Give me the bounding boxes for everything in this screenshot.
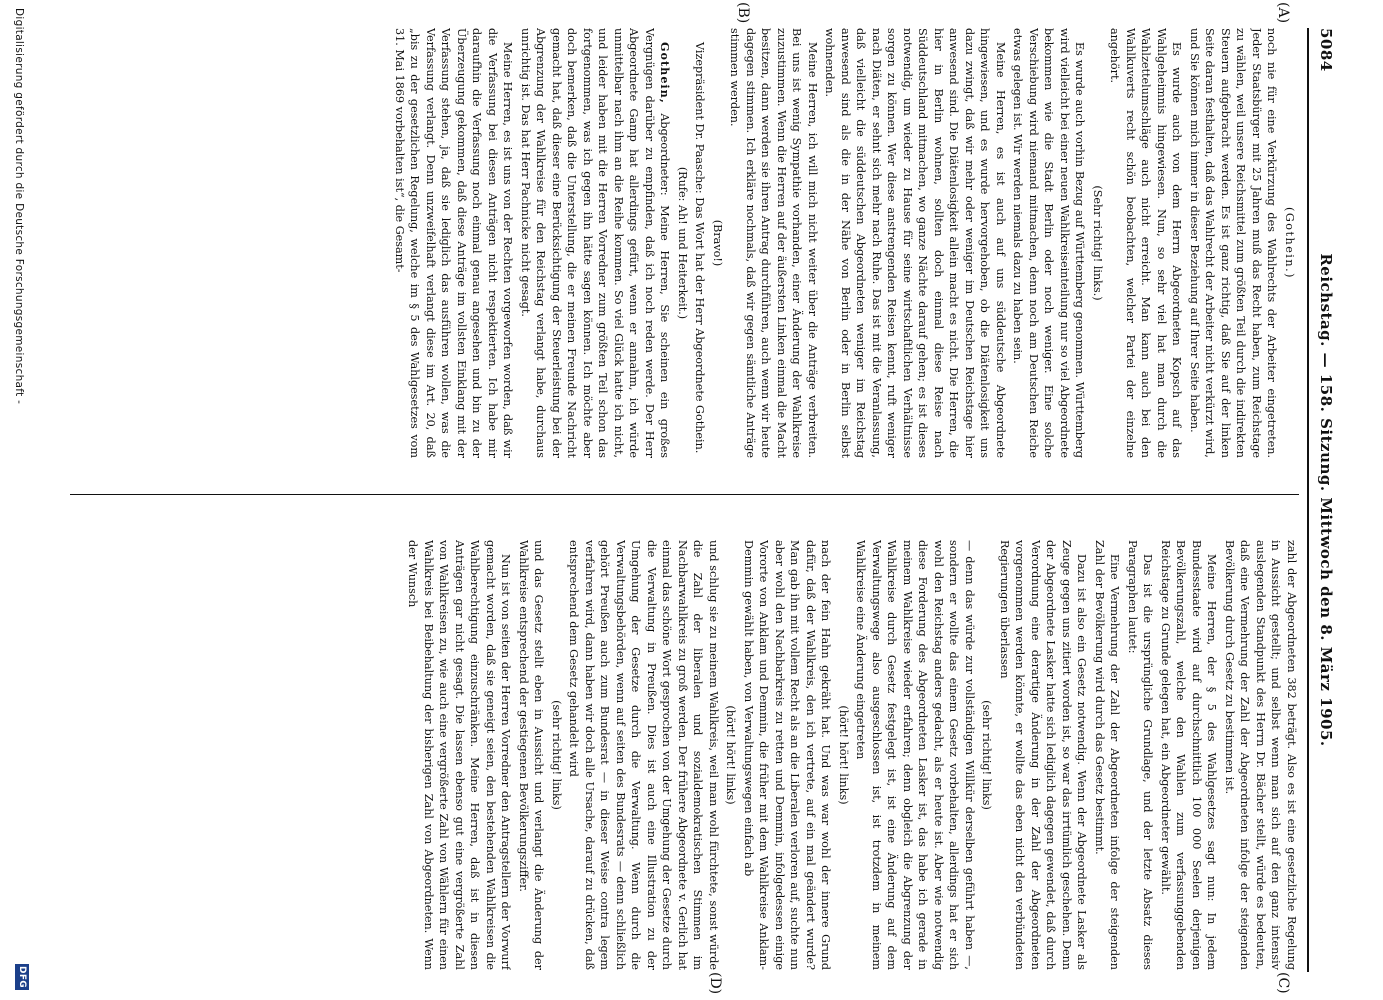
paragraph: noch nie für eine Verkürzung des Wahlrechts der Arbeiter eingetreten. Jeder Staatsbürger mit 25 Jahren muß das Recht haben, zum Reichstage zu wählen, weil unsere Reichsmittel zum größten Teil durch die indirekten Steuern aufgebracht werden. Es ist ganz richtig, daß Sie auf der linken Seite daran festhalten, daß das Wahlrecht der Arbeiter nicht verkürzt wird, und Sie können mich immer in dieser Beziehung auf Ihrer Seite haben. (1188, 28, 1279, 458)
margin-marker-d: (D) (707, 972, 723, 995)
footer (7, 0, 33, 1000)
interjection: (hört! hört! links) (724, 705, 738, 805)
paragraph: Meine Herren, es ist uns von der Rechten vorgeworfen worden, daß wir die Verfassung bei diesen Anträgen nicht respektierten. Ich habe mir daraufhin die Verfassung noch einmal genau angesehen und bin zu der Überzeugung gekommen, daß diese Anträge im vollsten Einklang mit der Verfassung stehen, ja, daß sie lediglich das ausführen wollen, was die Verfassung verlangt. Denn unzweifelhaft verlangt diese im Art. 20, daß „bis zu der gesetzlichen Regelung, welche im § 5 des Wahlgesetzes vom 31. Mai 1869 vorbehalten ist“, die Gesamt- (393, 28, 515, 458)
interjection: (Bravo!) (711, 219, 724, 267)
paragraph: und das Gesetz stellt eben in Aussicht und verlangt die Änderung der Wahlkreise entsprechend der gestiegenen Bevölkerungsziffer. (517, 540, 546, 970)
speaker-name: Gothein, (658, 42, 673, 104)
paragraph: Nun ist von seiten der Herren Vorredner den Antragstellern der Vorwurf gemacht worden, daß sie geneigt seien, den bestehenden Wahlkreisen die Wahlberechtigung einzuschränken. Meine Herren, daß ist in diesen Anträgen gar nicht gesagt. Die lassen ebenso gut eine vergrößerte Zahl von Wahlkreisen zu, wie auch eine vergrößerte Zahl von Wählern für einen Wahlkreis bei Beibehaltung der bisherigen Zahl von Abgeordneten. Wenn der Wunsch (406, 540, 513, 970)
paragraph: zahl der Abgeordneten 382 beträgt. Also es ist eine gesetzliche Regelung in Aussicht gestellt; und selbst wenn man sich auf den ganz intensiv auslegenden Standpunkt des Herrn Dr. Bächer stellt, würde es bedeuten, daß eine Vermehrung der Zahl der Abgeordneten infolge der steigenden Bevölkerung durch Gesetz zu bestimmen ist. (1223, 540, 1298, 970)
paragraph: Meine Herren, ich will mich nicht weiter über die Anträge verbreiten. Bei uns ist wenig Sympathie vorhanden, einer Änderung der Wahlkreise zuzustimmen. Wenn die Herren auf der äußersten Linken einmal die Macht besitzen, dann werden sie ihren Antrag durchführen, auch wenn wir heute dagegen stimmen. Ich erkläre nochmals, daß wir gegen sämtliche Anträge stimmen werden. (728, 28, 819, 458)
paragraph: Das ist die ursprüngliche Grundlage, und der letzte Absatz dieses Paragraphen lautet: (1126, 540, 1155, 970)
page-title: Reichstag. — 158. Sitzung. Mittwoch den 8. März 1905. (1317, 253, 1335, 747)
paragraph: — denn das würde zur vollständigen Willkür derselben geführt haben —, sondern er wollte das einem Gesetz vorbehalten, allerdings hat er sich wohl den Reichstag anders gedacht, als er heute ist. Aber wie notwendig diese Forderung des Abgeordneten Lasker ist, das habe ich gerade in meinem Wahlkreise wieder erfahren; denn obgleich die Abgrenzung der Wahlkreise durch Gesetz festgelegt ist, ist eine Änderung auf dem Verwaltungswege also ausgeschlossen ist, ist trotzdem in meinem Wahlkreise eine Änderung eingetreten (854, 540, 976, 970)
right-column (70, 540, 1299, 970)
dfg-logo: DFG (15, 964, 29, 990)
paragraph: Meine Herren, es ist auch auf uns süddeutsche Abgeordnete hingewiesen, und es wurde hervorgehoben, ob die Diätenlosigkeit uns dazu zwingt, daß wir mehr oder weniger im Deutschen Reichstage hier anwesend sind. Die Diätenlosigkeit allein macht es nicht. Die Herren, die hier in Berlin wohnen, sollten doch einmal diese Reise nach Süddeutschland mitmachen, wo ganze Nächte darauf gehen; es ist dieses notwendig, um wieder zu Hause für seine wirtschaftlichen Verhältnisse sorgen zu können. Wer diese anstrengenden Reisen kennt, ruft weniger nach Diäten, er sehnt sich mehr nach Ruhe. Das ist mit die Veranlassung, daß vielleicht die süddeutschen Abgeordneten weniger im Reichstag anwesend sind als die in der Nähe von Berlin oder in Berlin selbst wohnenden. (823, 28, 1007, 458)
paragraph: nach der fein Hahn gekräht hat. Und was war wohl der innere Grund dafür, daß der Wahlkreis, den ich vertrete, auf ein mal geändert wurde? Man gab ihn mit vollem Recht als an die Liberalen verloren auf, suchte nun aber wohl den Nachbarkreis zu retten und Demmin, infolgedessen einige Vororte von Anklam und Demmin, die früher mit dem Wahlkreise Anklam-Demmin gewählt haben, von Verwaltungswegen einfach ab (742, 540, 833, 970)
interjection: (sehr richtig! links) (980, 700, 994, 810)
margin-marker-a: (A) (1275, 2, 1291, 24)
interjection: (Rufe: Ah! und Heiterkeit.) (676, 166, 689, 320)
president-line: Vizepräsident Dr. Paasche: Das Wort hat der Herr Abgeordnete Gothein. (693, 42, 707, 454)
page-number: 5084 (1317, 28, 1335, 72)
paragraph: Meine Herren, der § 5 des Wahlgesetzes sagt nun: In jedem Bundesstaate wird auf durchschnittlich 100 000 Seelen derjenigen Bevölkerungszahl, welche den Wahlen zum verfassunggebenden Reichstage zu Grunde gelegen hat, ein Abgeordneter gewählt. (1159, 540, 1219, 970)
funding-credit: Digitalisierung gefördert durch die Deutsche Forschungsgemeinschaft - (13, 8, 25, 405)
paragraph: Dazu ist also ein Gesetz notwendig. Wenn der Abgeordnete Lasker als Zeuge gegen uns zitiert worden ist, so war das irrtümlich geschehen. Denn der Abgeordnete Lasker hatte sich lediglich dagegen gewendet, daß durch Verordnung eine derartige Änderung in der Zahl der Abgeordneten vorgenommen werden könnte, er wollte das eben nicht den verbündeten Regierungen überlassen (998, 540, 1089, 970)
interjection: (Sehr richtig! links.) (1091, 185, 1104, 301)
paragraph: Es wurde auch vorhin Bezug auf Württemberg genommen. Württemberg wird vielleicht bei einer neuen Wahlkreiseinteilung nur so viel Abgeordnete bekommen wie die Stadt Berlin oder noch weniger. Eine solche Verschiebung wird niemand mitmachen, denn noch am Deutschen Reiche etwas gelegen ist. Wir werden niemals dazu zu haben sein. (1011, 28, 1087, 458)
interjection: (hört! hört! links) (837, 705, 850, 805)
margin-marker-b: (B) (735, 2, 751, 24)
margin-marker-c: (C) (1275, 972, 1291, 994)
speaker-tag: (Gothein.) (1283, 206, 1296, 280)
page-header (1311, 28, 1335, 972)
column-divider (70, 494, 1299, 495)
speech-text: Abgeordneter: Meine Herren, Sie scheinen ein großes Vergnügen darüber zu empfinden, daß ich noch reden werde. Der Herr Abgeordnete Gamp hat allerdings gefürt, wenn er annahm, ich würde unmittelbar nach ihm an die Reihe kommen. So viel Glück hatte ich nicht, und leider haben mit die Herren Vorredner zum größten Teil schon das fortgenommen, was ich gegen ihn hätte sagen können. Ich möchte aber doch bemerken, daß die Unterstellung, die er meinen Freunde Nachricht gemacht hat, daß dieser eine Berücksichtigung der Steuerleistung bei der Abgrenzung der Wahlkreise für den Reichstag verlangt habe, durchaus unrichtig ist. Das hat Herr Pachnicke nicht gesagt. (519, 28, 672, 458)
quote: Eine Vermehrung der Zahl der Abgeordneten infolge der steigenden Zahl der Bevölkerung wird durch das Gesetz bestimmt. (1093, 540, 1122, 970)
paragraph: Es wurde auch von dem Herrn Abgeordneten Kopsch auf das Wahlgeheimnis hingewiesen. Nun, so sehr viel hat man durch die Wahlzettelumschläge auch nicht erreicht. Man kann auch bei den Wahlkuverts recht schön beobachten, welcher Partei der einzelne angehört. (1108, 28, 1184, 458)
speech-paragraph (518, 28, 673, 458)
left-column (70, 28, 1299, 458)
header-rule (1307, 28, 1309, 972)
interjection: (sehr richtig! links) (550, 700, 563, 810)
paragraph: und schlug sie zu meinem Wahlkreis, weil man wohl fürchtete, sonst würde die Zahl der liberalen und sozialdemokratischen Stimmen im Nachbarwahlkreis zu groß werden. Der frühere Abgeordnete v. Gerlich hat einmal das schöne Wort gesprochen von der Umgehung der Gesetze durch die Verwaltung in Preußen. Dies ist auch eine Illustration zu der Umgehung der Gesetze durch die Verwaltung. Wenn durch die Verwaltungsbehörden, wenn auf seiten des Bundesrats — denn schließlich gehört Preußen auch zum Bundesrat — in dieser Weise contra legem verfahren wird, dann haben wir doch alle Ursache, darauf zu drücken, daß entsprechend dem Gesetz gehandelt wird (567, 540, 720, 970)
